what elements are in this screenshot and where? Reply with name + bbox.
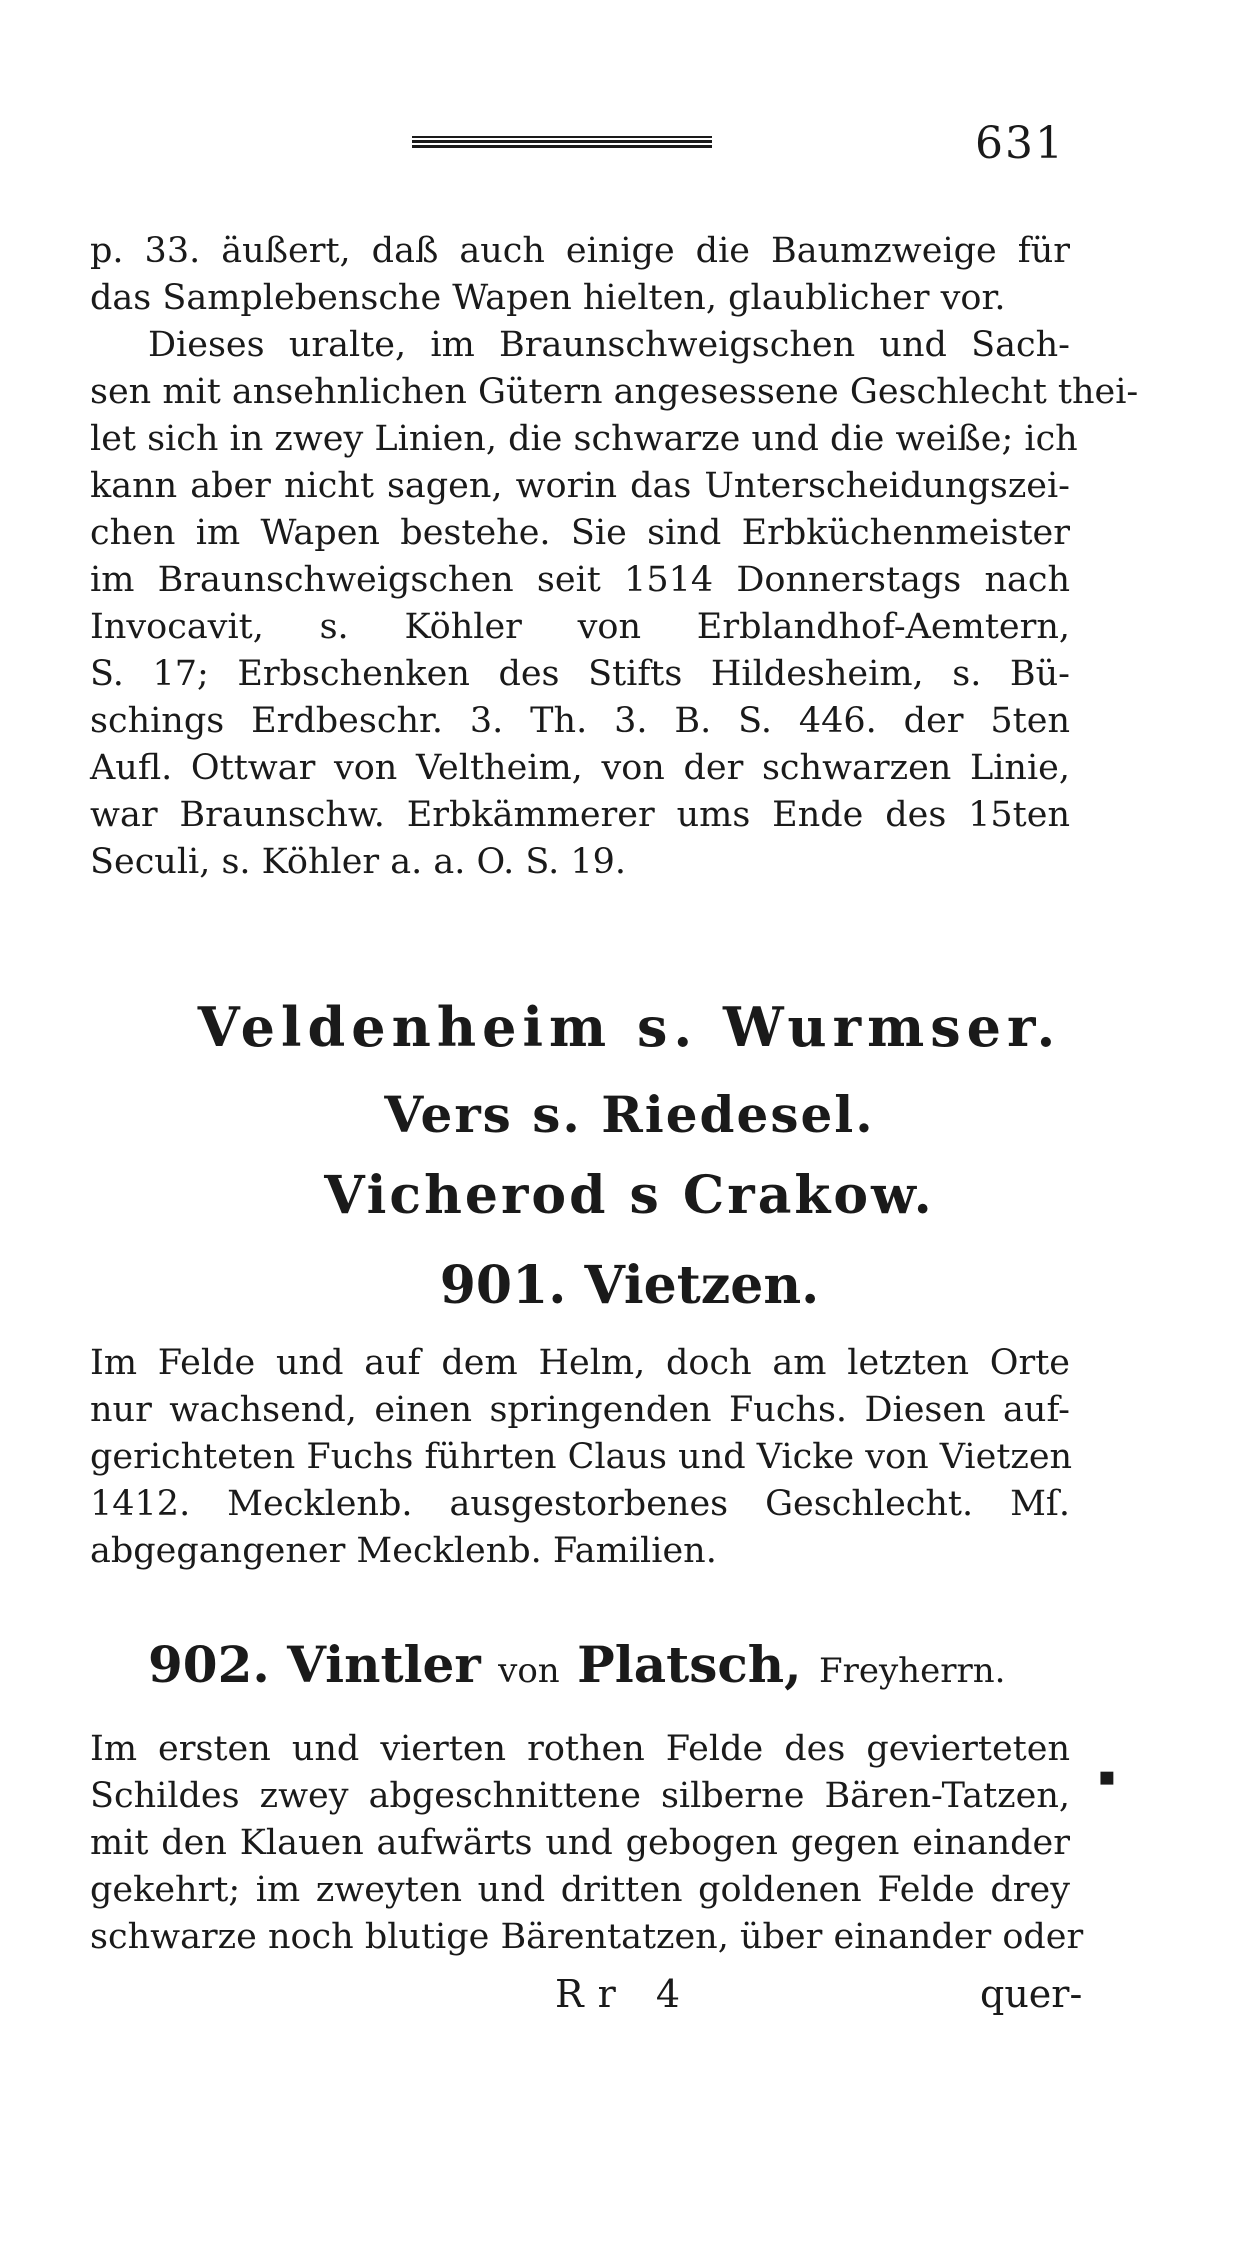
text-line: S. 17; Erbschenken des Stifts Hildesheim, s. Bü- — [90, 654, 1070, 694]
text-line: nur wachsend, einen springenden Fuchs. Diesen auf- — [90, 1390, 1070, 1430]
paragraph-901 — [90, 1340, 1073, 1575]
heading-vers: Vers s. Riedesel. — [384, 1085, 875, 1144]
text-line: gerichteten Fuchs führten Claus und Vicke von Vietzen — [90, 1437, 1073, 1477]
text-line: abgegangener Mecklenb. Familien. — [90, 1531, 717, 1571]
text-line: Aufl. Ottwar von Veltheim, von der schwarzen Linie, — [90, 748, 1070, 788]
catchword: quer- — [980, 1972, 1083, 2016]
heading-902-place: Platsch, — [577, 1635, 802, 1694]
heading-veldenheim: Veldenheim s. Wurmser. — [197, 995, 1062, 1059]
text-line: Seculi, s. Köhler a. a. O. S. 19. — [90, 842, 627, 882]
text-line: gekehrt; im zweyten und dritten goldenen Felde drey — [90, 1870, 1070, 1910]
text-line: sen mit ansehnlichen Gütern angesessene Geschlecht thei- — [90, 372, 1139, 412]
stray-ink-mark: ▪ — [1098, 1762, 1116, 1792]
text-line: kann aber nicht sagen, worin das Unterscheidungszei- — [90, 466, 1070, 506]
text-line: p. 33. äußert, daß auch einige die Baumzweige für — [90, 231, 1070, 271]
header-rule — [412, 136, 712, 148]
signature-mark: Rr 4 — [555, 1972, 695, 2016]
text-line: mit den Klauen aufwärts und gebogen gegen einander — [90, 1823, 1070, 1863]
text-line: Im Felde und auf dem Helm, doch am letzten Orte — [90, 1343, 1070, 1383]
paragraph-902 — [90, 1726, 1084, 1961]
text-line: chen im Wapen bestehe. Sie sind Erbküchenmeister — [90, 513, 1070, 553]
text-line: 1412. Mecklenb. ausgestorbenes Geschlecht. Mſ. — [90, 1484, 1070, 1524]
heading-902-title: Freyherrn. — [819, 1651, 1006, 1691]
text-line: Invocavit, s. Köhler von Erblandhof-Aemtern, — [90, 607, 1070, 647]
text-line: schings Erdbeschr. 3. Th. 3. B. S. 446. der 5ten — [90, 701, 1070, 741]
heading-vicherod: Vicherod s Crakow. — [324, 1165, 935, 1226]
text-line: Schildes zwey abgeschnittene silberne Bären-Tatzen, — [90, 1776, 1070, 1816]
heading-902-name: 902. Vintler — [148, 1635, 481, 1694]
text-line: im Braunschweigschen seit 1514 Donnerstags nach — [90, 560, 1070, 600]
text-line: schwarze noch blutige Bärentatzen, über einander oder — [90, 1917, 1084, 1957]
text-line: let sich in zwey Linien, die schwarze und die weiße; ich — [90, 419, 1078, 459]
top-paragraph — [90, 228, 1139, 886]
heading-entry-902 — [148, 1635, 1005, 1694]
page-number: 631 — [975, 118, 1065, 169]
text-line: Dieses uralte, im Braunschweigschen und Sach- — [148, 325, 1070, 365]
heading-entry-901: 901. Vietzen. — [439, 1255, 820, 1316]
text-line: war Braunschw. Erbkämmerer ums Ende des 15ten — [90, 795, 1070, 835]
text-line: Im ersten und vierten rothen Felde des gevierteten — [90, 1729, 1070, 1769]
heading-902-von: von — [498, 1651, 560, 1691]
text-line: das Samplebensche Wapen hielten, glaublicher vor. — [90, 278, 1006, 318]
